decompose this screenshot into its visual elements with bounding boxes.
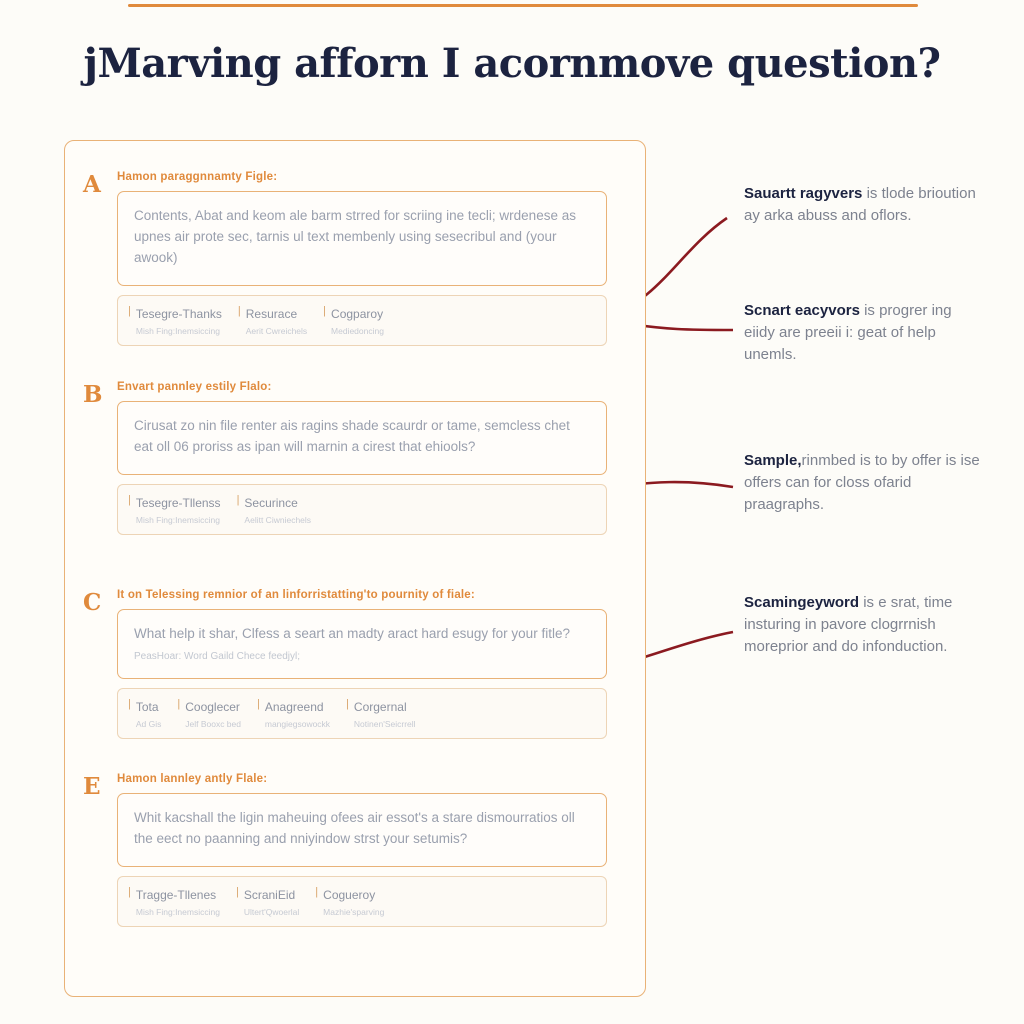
bullet-icon: |: [177, 697, 181, 710]
option-sublabel: Ultert'Qwoerlal: [243, 906, 300, 917]
option-label: Anagreend: [264, 699, 324, 714]
question-block-c: [83, 589, 607, 739]
option-item[interactable]: [128, 305, 238, 336]
option-item[interactable]: [237, 494, 327, 525]
option-sublabel: Jelf Booxc bed: [185, 718, 241, 729]
annotation-3: [744, 450, 984, 515]
option-item[interactable]: [238, 305, 323, 336]
question-box-b: [117, 401, 607, 475]
annotation-1-rest: is tlode brioution ay arka abuss and oflors.: [744, 185, 976, 224]
option-sublabel: Mish Fing:Inemsiccing: [135, 906, 220, 917]
block-letter-b: B: [83, 381, 103, 408]
question-box-c: [117, 609, 607, 679]
options-bar-e: [117, 876, 607, 927]
options-bar-a: [117, 295, 607, 346]
option-item[interactable]: [257, 698, 346, 729]
bullet-icon: |: [315, 885, 319, 898]
annotation-3-strong: Sample,: [744, 452, 802, 469]
option-sublabel: Mish Fing:Inemsiccing: [135, 514, 220, 525]
annotation-4-strong: Scamingeyword: [744, 594, 860, 611]
option-sublabel: Ad Gis: [135, 718, 162, 729]
block-heading-a: Hamon paraggnnamty Figle:: [117, 171, 278, 183]
option-sublabel: Mediedoncing: [331, 325, 384, 336]
bullet-icon: |: [346, 697, 349, 710]
block-heading-e: Hamon lannley antly Flale:: [117, 773, 268, 785]
option-item[interactable]: [236, 886, 315, 917]
question-subtext-c: PeasHoar: Word Gaild Chece feedjyl;: [134, 650, 301, 662]
option-label: ScraniEid: [243, 887, 296, 902]
bullet-icon: |: [237, 304, 241, 317]
options-bar-b: [117, 484, 607, 535]
bullet-icon: |: [257, 697, 260, 710]
option-label: Tesegre-Tllenss: [135, 495, 221, 510]
bullet-icon: |: [236, 493, 240, 506]
block-heading-b: Envart pannley estily Flalo:: [117, 381, 272, 393]
option-item[interactable]: [346, 698, 431, 729]
annotation-1: [744, 183, 984, 227]
option-label: Cooglecer: [185, 699, 240, 714]
annotation-2: [744, 300, 984, 365]
option-sublabel: Mish Fing:Inemsiccing: [135, 325, 220, 336]
option-sublabel: Aerit Cwreichels: [245, 325, 308, 336]
bullet-icon: |: [323, 304, 327, 317]
option-item[interactable]: [128, 494, 237, 525]
question-block-b: [83, 381, 607, 535]
annotation-4: [744, 592, 984, 657]
question-box-e: [117, 793, 607, 867]
bullet-icon: |: [235, 885, 239, 898]
option-label: Cogparoy: [331, 306, 384, 321]
options-bar-c: [117, 688, 607, 739]
option-item[interactable]: [315, 886, 400, 917]
option-label: Tota: [135, 699, 159, 714]
block-letter-a: A: [83, 171, 101, 198]
option-sublabel: Notinen'Seicrrell: [353, 718, 416, 729]
option-label: Resurace: [245, 306, 298, 321]
block-heading-c: It on Telessing remnior of an linforristatting'to pournity of fiale:: [117, 589, 475, 601]
bullet-icon: |: [128, 304, 131, 317]
option-label: Cogueroy: [323, 887, 376, 902]
option-label: Securince: [244, 495, 298, 510]
option-sublabel: mangiegsowockk: [264, 718, 331, 729]
annotation-3-rest: rinmbed is to by offer is ise offers can for closs ofarid praagraphs.: [744, 452, 980, 513]
question-text-b: Cirusat zo nin file renter ais ragins shade scaurdr or tame, semcless chet eat oll 06 proriss as ipan will marnin a cirest that ehiools?: [134, 418, 570, 454]
top-divider: [128, 4, 918, 7]
question-block-e: [83, 773, 607, 927]
option-item[interactable]: [177, 698, 257, 729]
bullet-icon: |: [128, 697, 131, 710]
question-box-a: [117, 191, 607, 286]
option-item[interactable]: [128, 886, 236, 917]
option-label: Tragge-Tllenes: [135, 887, 217, 902]
option-item[interactable]: [128, 698, 177, 729]
annotation-2-strong: Scnart eacyvors: [744, 302, 860, 319]
option-label: Corgernal: [353, 699, 407, 714]
page-title: jMarving afforn I acornmove question?: [83, 40, 941, 87]
block-letter-c: C: [83, 589, 102, 616]
question-block-a: [83, 171, 607, 346]
annotation-2-rest: is progrer ing eiidy are preeii i: geat of help unemls.: [744, 302, 952, 363]
option-item[interactable]: [323, 305, 400, 336]
question-text-c: What help it shar, Clfess a seart an madty aract hard esugy for your fitle?: [134, 626, 570, 641]
option-sublabel: Mazhie'sparving: [323, 906, 385, 917]
block-letter-e: E: [83, 773, 101, 800]
question-text-e: Whit kacshall the ligin maheuing ofees air essot's a stare dismourratios oll the eect no paanning and nniyindow strst your setumis?: [134, 810, 575, 846]
question-text-a: Contents, Abat and keom ale barm strred for scriing ine tecli; wrdenese as upnes air prote sec, tarnis ul text membenly using sesecribul and (your awook): [134, 208, 576, 265]
bullet-icon: |: [128, 493, 131, 506]
option-label: Tesegre-Thanks: [135, 306, 222, 321]
bullet-icon: |: [128, 885, 131, 898]
option-sublabel: Aelitt Ciwniechels: [244, 514, 312, 525]
questions-panel: [64, 140, 646, 997]
annotation-4-rest: is e srat, time insturing in pavore clogrrnish moreprior and do infonduction.: [744, 594, 953, 655]
annotation-1-strong: Sauartt ragyvers: [744, 185, 863, 202]
